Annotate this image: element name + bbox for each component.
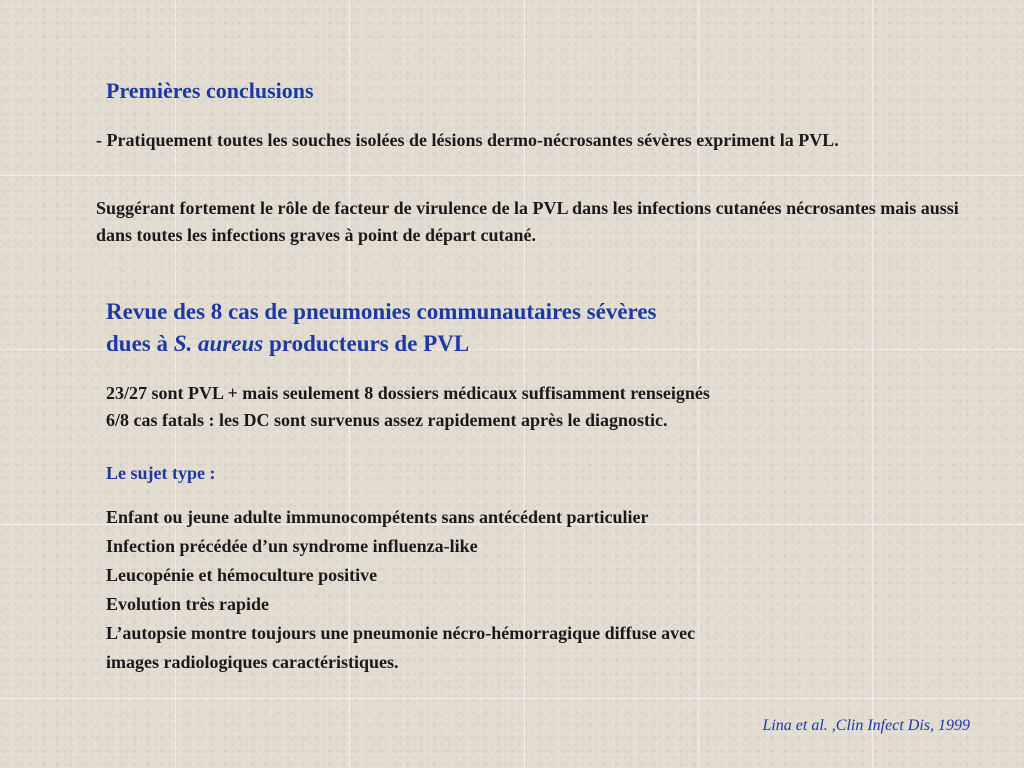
list-item: Infection précédée d’un syndrome influenza-like [106, 536, 478, 556]
list-item: Enfant ou jeune adulte immunocompétents sans antécédent particulier [106, 507, 649, 527]
section2-title-line2 [106, 328, 656, 360]
section1-title: Premières conclusions [106, 78, 314, 103]
section1-paragraph1: - Pratiquement toutes les souches isolées de lésions dermo-nécrosantes sévères expriment la PVL. [96, 130, 839, 150]
section2-title-line1: Revue des 8 cas de pneumonies communautaires sévères [106, 299, 657, 324]
grid-line [0, 175, 1024, 176]
section2-title [106, 296, 656, 360]
section2-title-species: S. aureus [173, 331, 264, 356]
section2-title-prefix: dues à [106, 331, 174, 356]
section2-stats-line2: 6/8 cas fatals : les DC sont survenus assez rapidement après le diagnostic. [106, 410, 668, 430]
list-item: Leucopénie et hémoculture positive [106, 565, 378, 585]
section2-stats-line1: 23/27 sont PVL + mais seulement 8 dossiers médicaux suffisamment renseignés [106, 383, 710, 403]
citation: Lina et al. ,Clin Infect Dis, 1999 [762, 717, 970, 734]
section2-title-suffix: producteurs de PVL [263, 331, 470, 356]
list-item: images radiologiques caractéristiques. [106, 652, 399, 672]
section1-paragraph2: Suggérant fortement le rôle de facteur de virulence de la PVL dans les infections cutanées nécrosantes mais aussi dans toutes les infections graves à point de départ cutané. [96, 198, 959, 245]
list-item: L’autopsie montre toujours une pneumonie nécro-hémorragique diffuse avec [106, 623, 696, 643]
section3-title: Le sujet type : [106, 463, 216, 483]
section3-list [106, 503, 695, 677]
section2-stats [106, 380, 986, 434]
grid-line [0, 698, 1024, 699]
list-item: Evolution très rapide [106, 594, 270, 614]
